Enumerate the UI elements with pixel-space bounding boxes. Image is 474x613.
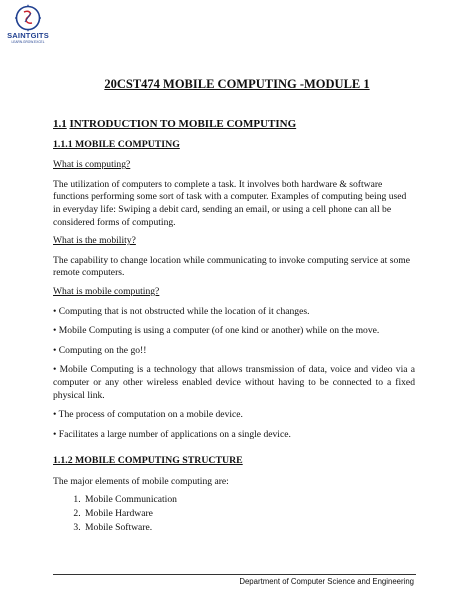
subsection-heading-structure: 1.1.2 MOBILE COMPUTING STRUCTURE — [53, 455, 243, 467]
institution-logo — [6, 4, 50, 50]
logo-emblem-icon — [15, 4, 41, 32]
section-number: 1.1 — [53, 118, 67, 130]
list-item: 2. Mobile Hardware — [83, 508, 415, 521]
elements-list — [53, 494, 415, 534]
footer-department: Department of Computer Science and Engineering — [239, 577, 414, 586]
question-computing: What is computing? — [53, 159, 131, 171]
section-title: INTRODUCTION TO MOBILE COMPUTING — [69, 118, 297, 130]
logo-name: SAINTGITS — [7, 31, 49, 40]
list-item: 3. Mobile Software. — [83, 522, 415, 535]
page-title: 20CST474 MOBILE COMPUTING -MODULE 1 — [104, 77, 370, 91]
bullet-item: • Facilitates a large number of applications on a single device. — [53, 428, 291, 440]
bullet-item: • Computing on the go!! — [53, 344, 147, 356]
subsection-heading-mobile-computing: 1.1.1 MOBILE COMPUTING — [53, 138, 180, 150]
bullet-item: • Mobile Computing is a technology that allows transmission of data, voice and video via a computer or any other wireless enabled device without having to be connected to a fixed physical link. — [53, 364, 415, 401]
section-heading — [53, 118, 415, 131]
document-body — [53, 118, 415, 535]
bullet-item: • Computing that is not obstructed while the location of it changes. — [53, 305, 310, 317]
bullet-item: • The process of computation on a mobile device. — [53, 409, 243, 421]
bullet-item: • Mobile Computing is using a computer (of one kind or another) while on the move. — [53, 325, 380, 337]
paragraph-structure-intro: The major elements of mobile computing are: — [53, 475, 229, 487]
paragraph-mobility: The capability to change location while communicating to invoke computing service at some remote computers. — [53, 254, 410, 279]
list-item: 1. Mobile Communication — [83, 494, 415, 507]
question-mobility: What is the mobility? — [53, 235, 136, 247]
footer-divider — [53, 574, 416, 575]
logo-tagline: LEARN.GROW.EXCEL — [11, 40, 45, 44]
paragraph-computing: The utilization of computers to complete a task. It involves both hardware & software functions performing some sort of task with a computer. Examples of computing being used in everyday life: Swiping a debit card, sending an email, or using a cell phone can all be considered forms of computing. — [53, 178, 407, 228]
question-mobile-computing: What is mobile computing? — [53, 285, 160, 297]
